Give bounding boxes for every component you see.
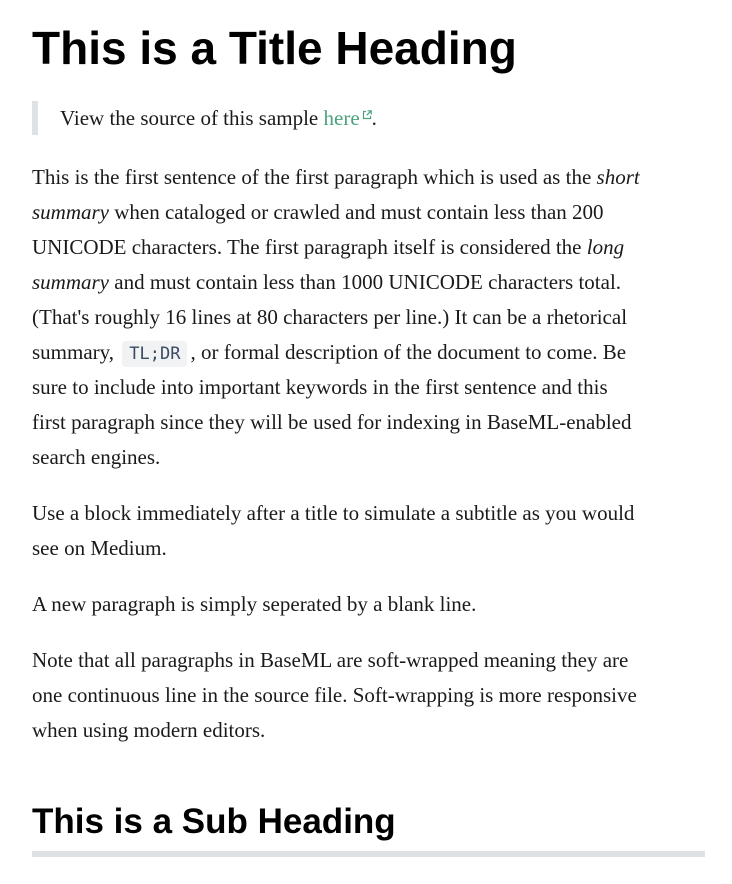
subtitle-blockquote [32,101,377,135]
text-line: sure to include into important keywords in the first sentence and this [32,375,608,399]
source-link[interactable] [324,106,372,130]
text-line: Note that all paragraphs in BaseML are soft-wrapped meaning they are [32,648,629,672]
text-line: first paragraph since they will be used for indexing in BaseML-enabled [32,410,632,434]
text-line: see on Medium. [32,536,167,560]
text-line: one continuous line in the source file. Soft-wrapping is more responsive [32,683,637,707]
page-title: This is a Title Heading [32,22,517,74]
emphasis-text: long [586,235,625,259]
text-line: Use a block immediately after a title to simulate a subtitle as you would [32,501,635,525]
emphasis-text: summary [32,200,109,224]
text-line: when using modern editors. [32,718,266,742]
emphasis-text: short [596,165,640,189]
paragraph-new-paragraph [32,587,705,622]
text-run: when cataloged or crawled and must contain less than 200 [109,200,604,224]
heading-divider [32,851,705,857]
external-link-icon [362,110,372,120]
text-run: UNICODE characters. The first paragraph itself is considered the [32,235,587,259]
paragraph-summary [32,160,705,475]
paragraph-soft-wrap [32,643,705,748]
text-line: A new paragraph is simply seperated by a blank line. [32,592,477,616]
text-run: This is the first sentence of the first paragraph which is used as the [32,165,597,189]
sub-heading: This is a Sub Heading [32,802,396,841]
emphasis-text: summary [32,270,109,294]
text-line: (That's roughly 16 lines at 80 characters per line.) It can be a rhetorical [32,305,628,329]
text-run: , or formal description of the document to come. Be [190,340,627,364]
text-run: summary, [32,340,115,364]
inline-code: TL;DR [122,341,187,367]
paragraph-subtitle-tip [32,496,705,566]
source-link-label[interactable]: here [323,106,360,130]
subtitle-suffix: . [371,106,377,130]
text-run: and must contain less than 1000 UNICODE characters total. [109,270,622,294]
text-line: search engines. [32,445,161,469]
subtitle-text: View the source of this sample [60,106,324,130]
